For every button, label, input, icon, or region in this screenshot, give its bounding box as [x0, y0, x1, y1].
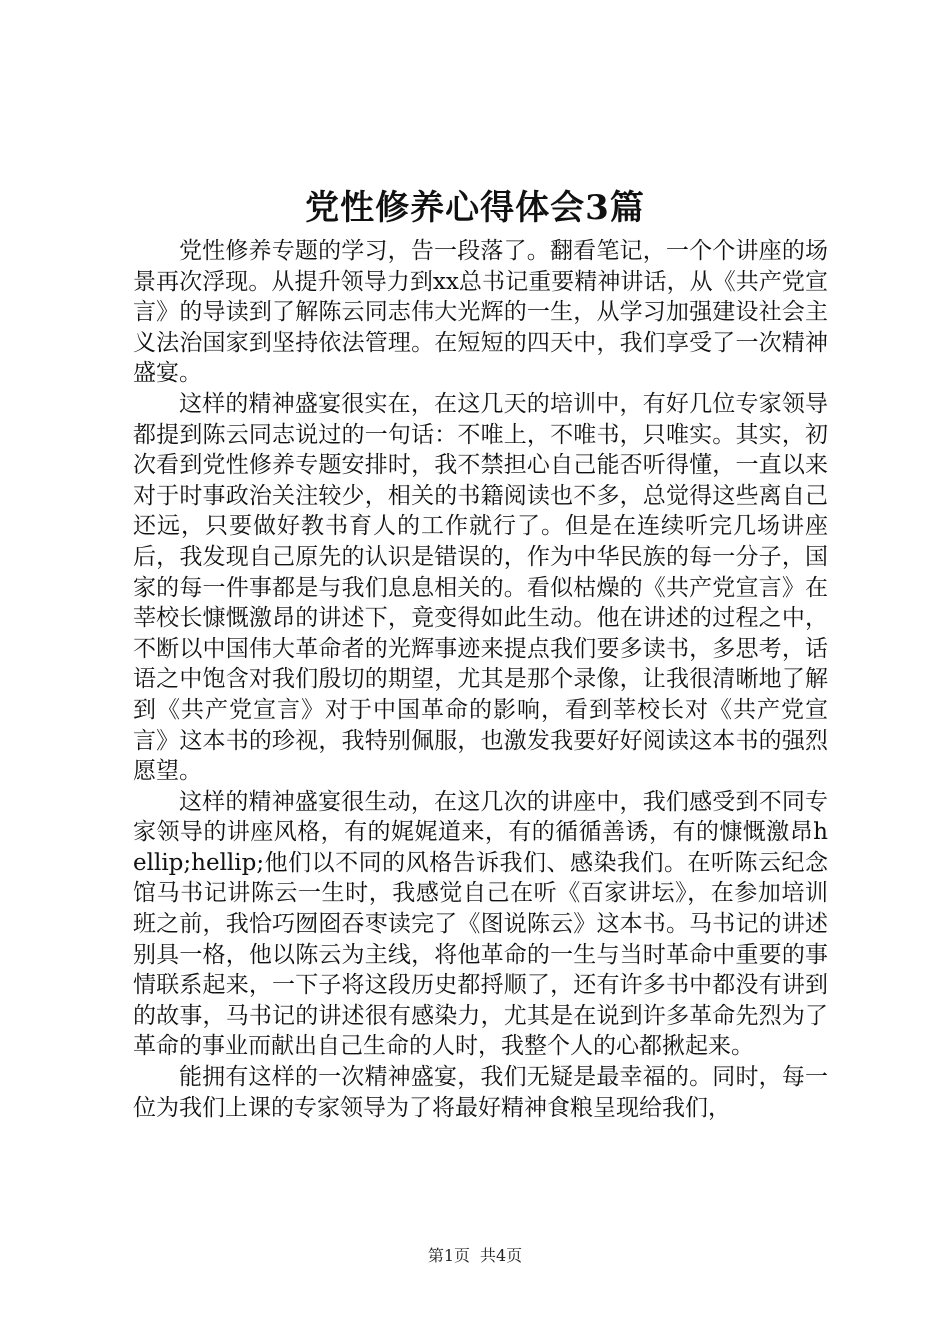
paragraph: 这样的精神盛宴很实在，在这几天的培训中，有好几位专家领导都提到陈云同志说过的一句话：不唯上，不唯书，只唯实。其实，初次看到党性修养专题安排时，我不禁担心自己能否听得懂，一直以来对于时事政治关注较少，相关的书籍阅读也不多，总觉得这些离自己还远，只要做好教书育人的工作就行了。但是在连续听完几场讲座后，我发现自己原先的认识是错误的，作为中华民族的每一分子，国家的每一件事都是与我们息息相关的。看似枯燥的《共产党宣言》在莘校长慷慨激昂的讲述下，竟变得如此生动。他在讲述的过程之中，不断以中国伟大革命者的光辉事迹来提点我们要多读书，多思考，话语之中饱含对我们殷切的期望，尤其是那个录像，让我很清晰地了解到《共产党宣言》对于中国革命的影响，看到莘校长对《共产党宣言》这本书的珍视，我特别佩服，也激发我要好好阅读这本书的强烈愿望。 — [133, 390, 828, 785]
paragraph: 这样的精神盛宴很生动，在这几次的讲座中，我们感受到不同专家领导的讲座风格，有的娓娓道来，有的循循善诱，有的慷慨激昂hellip;hellip;他们以不同的风格告诉我们、感染我们。在听陈云纪念馆马书记讲陈云一生时，我感觉自己在听《百家讲坛》，在参加培训班之前，我恰巧囫囵吞枣读完了《图说陈云》这本书。马书记的讲述别具一格，他以陈云为主线，将他革命的一生与当时革命中重要的事情联系起来，一下子将这段历史都捋顺了，还有许多书中都没有讲到的故事，马书记的讲述很有感染力，尤其是在说到许多革命先烈为了革命的事业而献出自己生命的人时，我整个人的心都揪起来。 — [133, 788, 828, 1060]
page-total: 共4页 — [480, 1246, 523, 1265]
page-footer — [0, 1244, 950, 1268]
document-title: 党性修养心得体会3篇 — [305, 188, 645, 228]
paragraph: 能拥有这样的一次精神盛宴，我们无疑是最幸福的。同时，每一位为我们上课的专家领导为了将最好精神食粮呈现给我们， — [133, 1064, 828, 1121]
document-body — [133, 236, 828, 1123]
paragraph: 党性修养专题的学习，告一段落了。翻看笔记，一个个讲座的场景再次浮现。从提升领导力到xx总书记重要精神讲话，从《共产党宣言》的导读到了解陈云同志伟大光辉的一生，从学习加强建设社会主义法治国家到坚持依法管理。在短短的四天中，我们享受了一次精神盛宴。 — [133, 238, 828, 387]
page-number: 第1页 — [427, 1246, 470, 1265]
